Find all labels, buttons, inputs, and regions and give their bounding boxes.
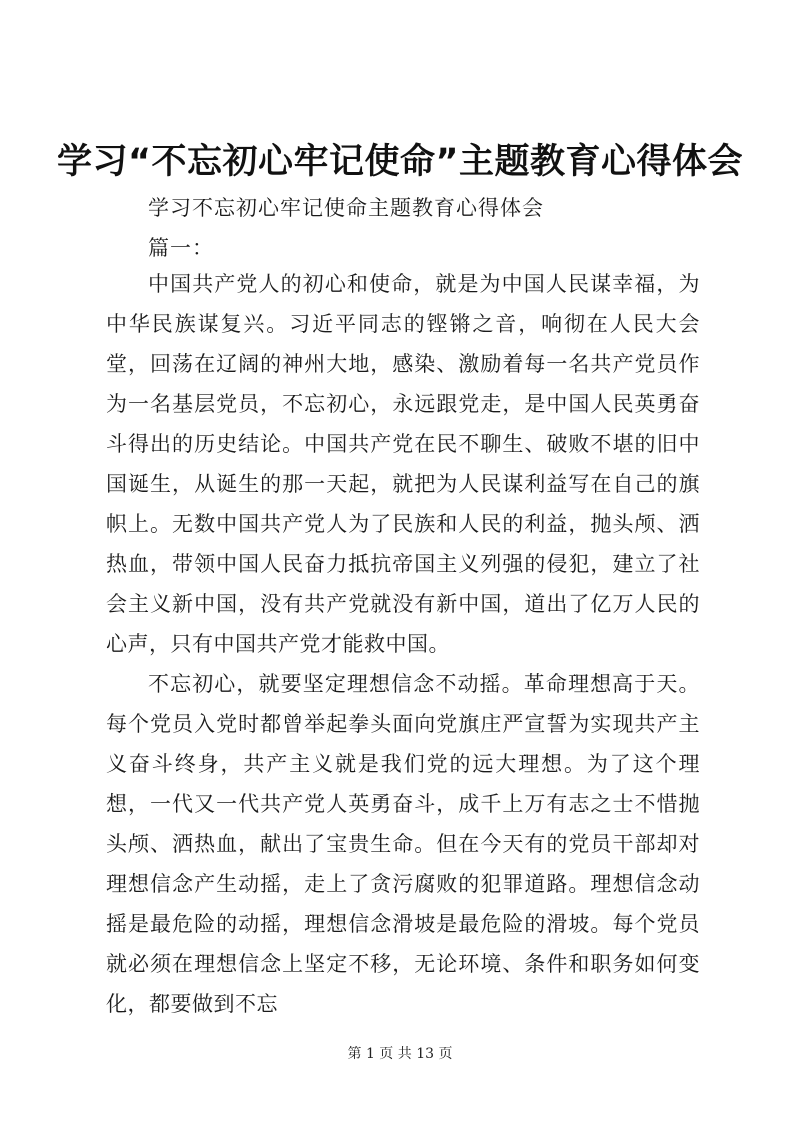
- page-footer: 第 1 页 共 13 页: [347, 1046, 453, 1062]
- body-paragraph-2: 不忘初心，就要坚定理想信念不动摇。革命理想高于天。每个党员入党时都曾举起拳头面向党旗庄严宣誓为实现共产主义奋斗终身，共产主义就是我们党的远大理想。为了这个理想，一代又一代共产党人英勇奋斗，成千上万有志之士不惜抛头颅、洒热血，献出了宝贵生命。但在今天有的党员干部却对理想信念产生动摇，走上了贪污腐败的犯罪道路。理想信念动摇是最危险的动摇，理想信念滑坡是最危险的滑坡。每个党员就必须在理想信念上坚定不移，无论环境、条件和职务如何变化，都要做到不忘: [106, 672, 700, 1016]
- section-label: 篇一：: [148, 236, 214, 260]
- body-paragraph-1: 中国共产党人的初心和使命，就是为中国人民谋幸福，为中华民族谋复兴。习近平同志的铿锵之音，响彻在人民大会堂，回荡在辽阔的神州大地，感染、激励着每一名共产党员作为一名基层党员，不忘初心，永远跟党走，是中国人民英勇奋斗得出的历史结论。中国共产党在民不聊生、破败不堪的旧中国诞生，从诞生的那一天起，就把为人民谋利益写在自己的旗帜上。无数中国共产党人为了民族和人民的利益，抛头颅、洒热血，带领中国人民奋力抵抗帝国主义列强的侵犯，建立了社会主义新中国，没有共产党就没有新中国，道出了亿万人民的心声，只有中国共产党才能救中国。: [106, 272, 700, 656]
- document-title: 学习“不忘初心牢记使命”主题教育心得体会: [56, 142, 743, 182]
- document-subtitle: 学习不忘初心牢记使命主题教育心得体会: [148, 196, 544, 220]
